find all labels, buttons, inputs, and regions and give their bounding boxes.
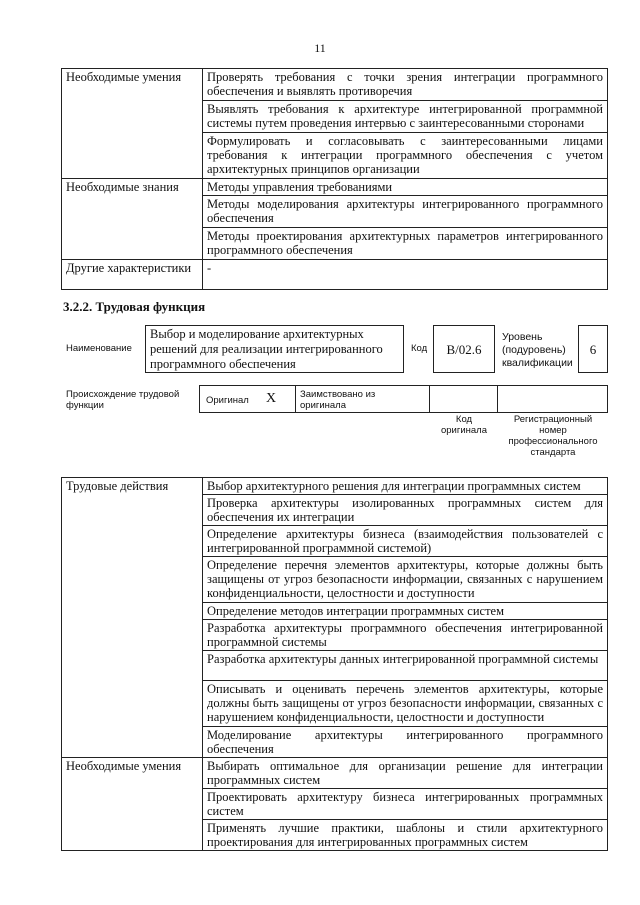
row-label: Трудовые действия [62,478,203,758]
table-cell: Проектировать архитектуру бизнеса интегрированных программных систем [203,789,608,820]
table-cell: Проверять требования с точки зрения интеграции программного обеспечения и выявлять противоречия [203,69,608,101]
row-label: Необходимые умения [62,69,203,179]
code-value-box [433,325,495,373]
original-mark: X [266,391,277,406]
origin-divider [429,386,430,412]
origin-divider [295,386,296,412]
level-label: Уровень (подуровень) квалификации [502,331,573,369]
table-cell: Моделирование архитектуры интегрированного программного обеспечения [203,727,608,758]
table-cell: Выявлять требования к архитектуре интегрированной программной системы путем проведения интервью с заинтересованными сторонами [203,101,608,133]
page-number: 11 [314,41,326,55]
table-skills-knowledge [61,68,608,290]
name-label: Наименование [66,343,132,354]
table-cell: Формулировать и согласовывать с заинтересованными лицами требования к интеграции программного обеспечения с учетом архитектурных принципов организации [203,133,608,179]
table-row [62,758,608,789]
table-row [62,478,608,495]
code-value: B/02.6 [446,342,482,357]
table-cell: Определение перечня элементов архитектуры, которые должны быть защищены от угроз безопасности информации, связанных с нарушением конфиденциальности, целостности и доступности [203,557,608,603]
table-cell: - [203,260,608,290]
table-cell: Методы проектирования архитектурных параметров интегрированного программного обеспечения [203,228,608,260]
table-cell: Выбор архитектурного решения для интеграции программных систем [203,478,608,495]
origin-divider [497,386,498,412]
table-cell: Определение методов интеграции программных систем [203,603,608,620]
code-label: Код [411,343,428,354]
origin-label: Происхождение трудовой функции [66,389,180,411]
table-cell: Проверка архитектуры изолированных программных систем для обеспечения их интеграции [203,495,608,526]
table-cell: Методы управления требованиями [203,179,608,196]
reg-num-label: Регистрационный номер профессионального стандарта [508,414,598,458]
table-cell: Разработка архитектуры данных интегрированной программной системы [203,651,608,681]
row-label: Необходимые знания [62,179,203,260]
origin-table [199,385,608,413]
table-cell: Описывать и оценивать перечень элементов архитектуры, которые должны быть защищены от угроз безопасности информации, связанных с нарушением конфиденциальности, целостности и доступности [203,681,608,727]
table-cell: Выбирать оптимальное для организации решение для интеграции программных систем [203,758,608,789]
table-cell: Определение архитектуры бизнеса (взаимодействия пользователей с интегрированной программной системой) [203,526,608,557]
name-value-box [145,325,404,373]
table-work-actions [61,477,608,851]
name-value: Выбор и моделирование архитектурных решений для реализации интегрированного программного обеспечения [150,327,383,371]
level-value-box [578,325,608,373]
table-row [62,260,608,290]
row-label: Необходимые умения [62,758,203,851]
table-cell: Разработка архитектуры программного обеспечения интегрированной программной системы [203,620,608,651]
table-cell: Применять лучшие практики, шаблоны и стили архитектурного проектирования для интегрированных программных систем [203,820,608,851]
row-label: Другие характеристики [62,260,203,290]
table-row [62,69,608,101]
table-row [62,179,608,196]
table-cell: Методы моделирования архитектуры интегрированного программного обеспечения [203,196,608,228]
original-label: Оригинал [206,395,249,406]
borrowed-label: Заимствовано из оригинала [300,389,376,411]
code-orig-label: Код оригинала [440,414,487,436]
section-title: 3.2.2. Трудовая функция [63,299,206,314]
level-value: 6 [589,342,597,357]
